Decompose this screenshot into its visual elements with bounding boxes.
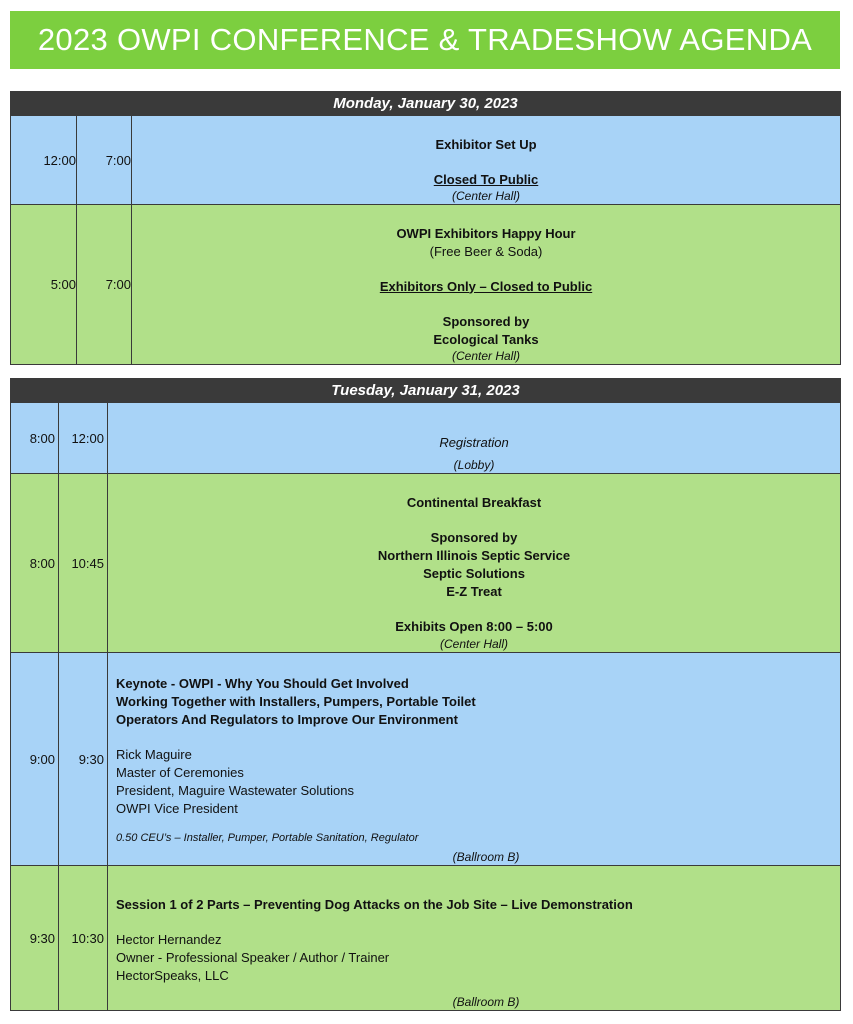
agenda-title-banner	[10, 11, 840, 69]
session-row	[11, 403, 841, 474]
session-location: (Center Hall)	[451, 349, 520, 363]
session-location: (Lobby)	[453, 458, 495, 472]
agenda-title: 2023 OWPI CONFERENCE & TRADESHOW AGENDA	[37, 22, 813, 57]
session-title: Session 1 of 2 Parts – Preventing Dog Attacks on the Job Site – Live Demonstration	[116, 896, 633, 912]
session-title-line: Keynote - OWPI - Why You Should Get Involved	[116, 676, 409, 691]
session-title-line: Working Together with Installers, Pumpers, Portable Toilet	[116, 694, 476, 709]
session-row	[11, 116, 841, 205]
day-header: Tuesday, January 31, 2023	[11, 379, 841, 403]
session-note: Exhibits Open 8:00 – 5:00	[395, 619, 553, 634]
session-details	[108, 403, 841, 474]
end-time: 7:00	[77, 205, 132, 365]
session-title-line: Operators And Regulators to Improve Our Environment	[116, 712, 458, 727]
speaker-line: OWPI Vice President	[116, 801, 238, 816]
session-details	[132, 116, 841, 205]
sponsor-name: Northern Illinois Septic Service	[377, 548, 571, 563]
start-time: 8:00	[11, 474, 59, 653]
ceu-info: 0.50 CEU’s – Installer, Pumper, Portable Sanitation, Regulator	[116, 832, 419, 844]
day-tuesday-table	[10, 378, 841, 1011]
session-row	[11, 653, 841, 866]
session-details	[108, 866, 841, 1011]
end-time: 10:30	[59, 866, 108, 1011]
start-time: 12:00	[11, 116, 77, 205]
session-location: (Ballroom B)	[452, 995, 520, 1009]
speaker-line: Rick Maguire	[116, 747, 192, 762]
start-time: 8:00	[11, 403, 59, 474]
session-subtitle: (Free Beer & Soda)	[429, 243, 543, 259]
session-title: Continental Breakfast	[406, 495, 542, 510]
speaker-line: Owner - Professional Speaker / Author / Trainer	[116, 949, 390, 965]
session-note: Closed To Public	[433, 171, 539, 187]
session-details	[108, 653, 841, 866]
session-title: Registration	[439, 435, 509, 450]
speaker-line: Master of Ceremonies	[116, 765, 244, 780]
session-location: (Ballroom B)	[452, 850, 520, 864]
session-row	[11, 474, 841, 653]
day-monday-table	[10, 91, 841, 365]
start-time: 9:30	[11, 866, 59, 1011]
end-time: 7:00	[77, 116, 132, 205]
start-time: 9:00	[11, 653, 59, 866]
sponsor-name: Septic Solutions	[423, 566, 525, 581]
end-time: 9:30	[59, 653, 108, 866]
session-row	[11, 866, 841, 1011]
session-location: (Center Hall)	[439, 637, 508, 651]
speaker-line: Hector Hernandez	[116, 931, 222, 947]
sponsor-name: Ecological Tanks	[433, 331, 539, 347]
session-row	[11, 205, 841, 365]
end-time: 12:00	[59, 403, 108, 474]
session-details	[132, 205, 841, 365]
speaker-line: HectorSpeaks, LLC	[116, 967, 229, 983]
end-time: 10:45	[59, 474, 108, 653]
sponsor-label: Sponsored by	[442, 313, 530, 329]
session-details	[108, 474, 841, 653]
session-title: Exhibitor Set Up	[435, 136, 537, 152]
session-title: OWPI Exhibitors Happy Hour	[396, 225, 576, 241]
day-header: Monday, January 30, 2023	[11, 92, 841, 116]
session-location: (Center Hall)	[451, 189, 520, 203]
sponsor-label: Sponsored by	[430, 530, 518, 545]
start-time: 5:00	[11, 205, 77, 365]
session-note: Exhibitors Only – Closed to Public	[379, 278, 593, 294]
sponsor-name: E-Z Treat	[446, 584, 502, 599]
speaker-line: President, Maguire Wastewater Solutions	[116, 783, 354, 798]
